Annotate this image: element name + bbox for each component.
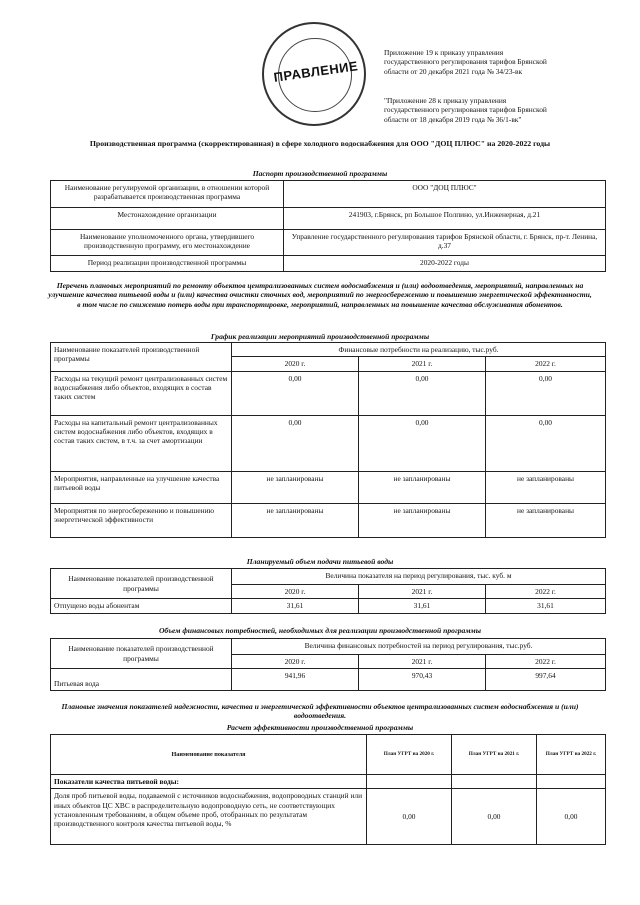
- appendix-line: государственного регулирования тарифов Брянской: [384, 57, 547, 67]
- group-label: Показатели качества питьевой воды:: [51, 775, 367, 789]
- col-group-header: Величина показателя на период регулирования, тыс. куб. м: [232, 569, 606, 585]
- year-header: 2021 г.: [359, 585, 486, 599]
- efficiency-table: [50, 734, 606, 845]
- appendix-line: государственного регулирования тарифов Брянской: [384, 105, 547, 115]
- document-title: Производственная программа (скорректированная) в сфере холодного водоснабжения для ООО "ДОЦ ПЛЮС" на 2020-2022 годы: [89, 139, 551, 148]
- cell-value: 0,00: [486, 415, 606, 471]
- cell-value: 31,61: [486, 599, 606, 613]
- empty-cell: [367, 775, 452, 789]
- cell-value: 0,00: [486, 371, 606, 415]
- col-label-header: Наименование показателя: [51, 735, 367, 775]
- cell-value: не запланированы: [359, 471, 486, 503]
- volume-heading: Планируемый объем подачи питьевой воды: [246, 557, 394, 566]
- year-header: 2022 г.: [486, 357, 606, 371]
- passport-label: Местонахождение организации: [51, 208, 284, 230]
- year-header: 2020 г.: [232, 357, 359, 371]
- plan-header: План УГРТ на 2022 г.: [537, 735, 606, 775]
- cell-value: 0,00: [359, 415, 486, 471]
- col-group-header: Финансовые потребности на реализацию, тыс.руб.: [232, 343, 606, 357]
- empty-cell: [452, 775, 537, 789]
- year-header: 2021 г.: [359, 357, 486, 371]
- efficiency-heading: Расчет эффективности производственной программы: [226, 723, 414, 732]
- passport-value: Управление государственного регулирования тарифов Брянской области, г. Брянск, пр-т. Ленина, д.37: [284, 230, 606, 256]
- cell-value: 0,00: [537, 789, 606, 845]
- cell-value: не запланированы: [486, 503, 606, 537]
- year-header: 2020 г.: [232, 655, 359, 669]
- passport-table: [50, 180, 606, 272]
- year-header: 2021 г.: [359, 655, 486, 669]
- schedule-heading: График реализации мероприятий производственной программы: [210, 332, 430, 341]
- cell-value: 0,00: [359, 371, 486, 415]
- cell-value: 970,43: [359, 669, 486, 691]
- row-label: Расходы на капитальный ремонт централизованных систем водоснабжения либо объектов, входящих в состав таких систем, в т.ч. за счет амортизации: [51, 415, 232, 471]
- passport-value: ООО "ДОЦ ПЛЮС": [284, 181, 606, 208]
- year-header: 2022 г.: [486, 655, 606, 669]
- col-group-header: Величина финансовых потребностей на период регулирования, тыс.руб.: [232, 639, 606, 655]
- cell-value: не запланированы: [359, 503, 486, 537]
- cell-value: 0,00: [452, 789, 537, 845]
- passport-label: Период реализации производственной программы: [51, 256, 284, 272]
- appendix-line: области от 20 декабря 2021 года № 34/23-вк: [384, 66, 523, 76]
- year-header: 2022 г.: [486, 585, 606, 599]
- appendix-line: области от 18 декабря 2019 года № 36/1-вк": [384, 114, 522, 124]
- cell-value: 997,64: [486, 669, 606, 691]
- row-label: Питьевая вода: [51, 669, 232, 691]
- official-seal: [262, 22, 366, 126]
- cell-value: не запланированы: [232, 471, 359, 503]
- col-label-header: Наименование показателей производственной программы: [51, 343, 232, 372]
- row-label: Мероприятия, направленные на улучшение качества питьевой воды: [51, 471, 232, 503]
- appendix-line: Приложение 19 к приказу управления: [384, 48, 504, 57]
- plan-header: План УГРТ на 2021 г.: [452, 735, 537, 775]
- passport-label: Наименование уполномоченного органа, утвердившего производственную программу, его местонахождение: [51, 230, 284, 256]
- year-header: 2020 г.: [232, 585, 359, 599]
- reliability-heading: Плановые значения показателей надежности, качества и энергетической эффективности объектов централизованных систем водоснабжения и (или) водоотведения.: [61, 702, 579, 721]
- cell-value: 0,00: [367, 789, 452, 845]
- volume-table: [50, 568, 606, 614]
- row-label: Доля проб питьевой воды, подаваемой с источников водоснабжения, водопроводных станций или иных объектов ЦС ХВС в распределительную водопроводную сеть, не соответствующих установленным требованиям, в общем объеме проб, отобранных по результатам производственного контроля качества питьевой воды, %: [51, 789, 367, 845]
- appendix-line: "Приложение 28 к приказу управления: [384, 96, 507, 105]
- passport-value: 2020-2022 годы: [284, 256, 606, 272]
- cell-value: не запланированы: [486, 471, 606, 503]
- schedule-table: [50, 342, 606, 538]
- seal-text: ПРАВЛЕНИЕ: [272, 58, 360, 85]
- passport-value: 241903, г.Брянск, рп Большое Полпино, ул.Инженерная, д.21: [284, 208, 606, 230]
- row-label: Расходы на текущий ремонт централизованных систем водоснабжения либо объектов, входящих в состав таких систем: [51, 371, 232, 415]
- empty-cell: [537, 775, 606, 789]
- measures-heading: Перечень плановых мероприятий по ремонту объектов централизованных систем водоснабжения и (или) водоотведения, мероприятий, направленных на улучшение качества питьевой воды и (или) качества очистки сточных вод, мероприятий по энергосбережению и повышению энергетической эффективности, в том числе по снижению потерь воды при транспортировке, мероприятий, направленных на повышение качества обслуживания абонентов.: [48, 281, 592, 309]
- cell-value: 0,00: [232, 371, 359, 415]
- row-label: Мероприятия по энергосбережению и повышению энергетической эффективности: [51, 503, 232, 537]
- cell-value: 941,96: [232, 669, 359, 691]
- passport-label: Наименование регулируемой организации, в отношении которой разрабатывается производственная программа: [51, 181, 284, 208]
- plan-header: План УГРТ на 2020 г.: [367, 735, 452, 775]
- row-label: Отпущено воды абонентам: [51, 599, 232, 613]
- cell-value: 0,00: [232, 415, 359, 471]
- col-label-header: Наименование показателей производственной программы: [51, 569, 232, 599]
- finance-heading: Объем финансовых потребностей, необходимых для реализации производственной программы: [158, 626, 482, 635]
- cell-value: 31,61: [232, 599, 359, 613]
- appendix-note-2: [384, 96, 624, 124]
- appendix-note-1: [384, 48, 624, 76]
- finance-table: [50, 638, 606, 691]
- col-label-header: Наименование показателей производственной программы: [51, 639, 232, 669]
- cell-value: 31,61: [359, 599, 486, 613]
- cell-value: не запланированы: [232, 503, 359, 537]
- passport-heading: Паспорт производственной программы: [252, 169, 388, 178]
